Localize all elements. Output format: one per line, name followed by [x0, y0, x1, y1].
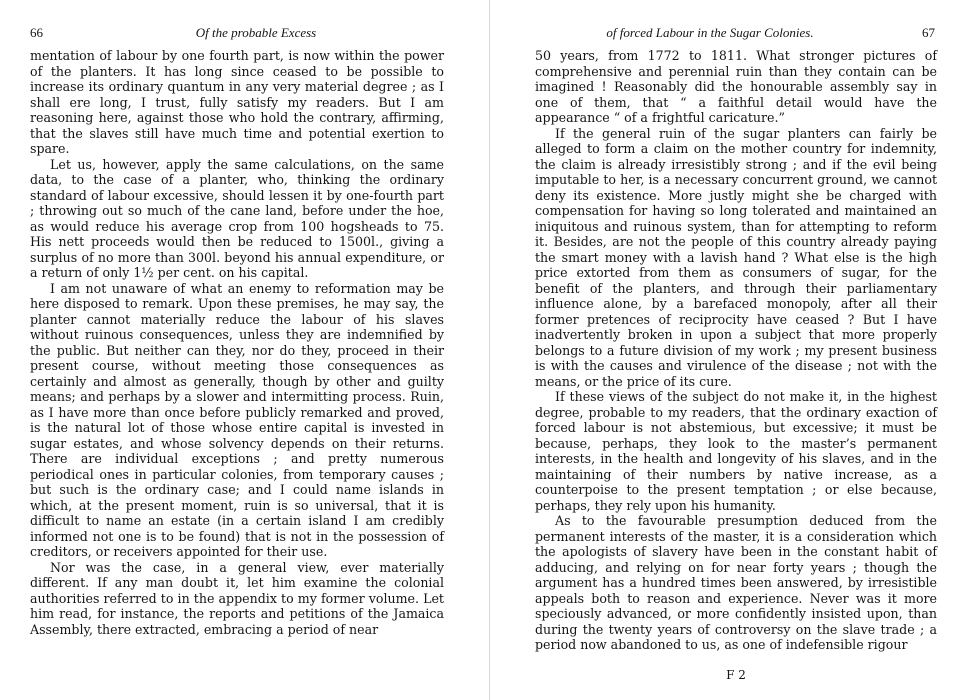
left-page-body	[30, 48, 444, 637]
left-page-number: 66	[30, 25, 43, 40]
paragraph: 50 years, from 1772 to 1811. What stronger pictures of comprehensive and perennial ruin than they contain can be imagined ! Reasonably did the honourable assembly say in one of them, that “ a faithful detail would have the appearance “ of a frightful caricature.”	[535, 48, 937, 125]
paragraph: As to the favourable presumption deduced from the permanent interests of the master, it is a consideration which the apologists of slavery have been in the constant habit of adducing, and relying on for near forty years ; though the argument has a hundred times been answered, by irresistible appeals both to reason and experience. Never was it more speciously advanced, or more confidently insisted upon, than during the twenty years of controversy on the slave trade ; a period now abandoned to us, as one of indefensible rigour	[535, 513, 937, 652]
paragraph: Nor was the case, in a general view, ever materially different. If any man doubt it, let him examine the colonial authorities referred to in the appendix to my former volume. Let him read, for instance, the reports and petitions of the Jamaica Assembly, there extracted, embracing a period of near	[30, 559, 444, 637]
right-page-body	[535, 48, 937, 653]
paragraph: I am not unaware of what an enemy to reformation may be here disposed to remark. Upon these premises, he may say, the planter cannot materially reduce the labour of his slaves without ruinous consequences, unless they are indemnified by the public. But neither can they, nor do they, proceed in their present course, without meeting those consequences as certainly and almost as generally, though by other and guilty means; and perhaps by a slower and intermitting process. Ruin, as I have more than once before publicly remarked and proved, is the natural lot of those whose entire capital is invested in sugar estates, and whose solvency depends on their returns. There are individual exceptions ; and pretty numerous periodical ones in particular colonies, from temporary causes ; but such is the ordinary case; and I could name islands in which, at the present moment, ruin is so universal, that it is difficult to name an estate (in a certain island I am credibly informed not one is to be found) that is not in the possession of creditors, or receivers appointed for their use.	[30, 280, 444, 559]
paragraph: Let us, however, apply the same calculations, on the same data, to the case of a planter, who, thinking the ordinary standard of labour excessive, should lessen it by one-fourth part ; throwing out so much of the cane land, before under the hoe, as would reduce his average crop from 100 hogsheads to 75. His nett proceeds would then be reduced to 1500l., giving a surplus of no more than 300l. beyond his annual expenditure, or a return of only 1½ per cent. on his capital.	[30, 156, 444, 280]
right-page	[490, 0, 980, 700]
right-running-title: of forced Labour in the Sugar Colonies.	[606, 25, 814, 40]
signature-mark: F 2	[726, 668, 746, 682]
paragraph: mentation of labour by one fourth part, is now within the power of the planters. It has long since ceased to be possible to increase its ordinary quantum in any very material degree ; as I shall ere long, I trust, fully satisfy my readers. But I am reasoning here, against those who hold the contrary, affirming, that the slaves still have much time and potential exertion to spare.	[30, 48, 444, 156]
right-page-header	[535, 25, 935, 43]
left-page-header	[30, 25, 442, 43]
paragraph: If these views of the subject do not make it, in the highest degree, probable to my readers, that the ordinary exaction of forced labour is not abstemious, but excessive; it must be because, perhaps, they look to the master’s permanent interests, in the health and longevity of his slaves, and in the maintaining of their numbers by native increase, as a counterpoise to the present temptation ; or else because, perhaps, they rely upon his humanity.	[535, 389, 937, 513]
right-page-number: 67	[922, 25, 935, 40]
left-running-title: Of the probable Excess	[195, 25, 317, 40]
paragraph: If the general ruin of the sugar planters can fairly be alleged to form a claim on the mother country for indemnity, the claim is already irresistibly strong ; and if the evil being imputable to her, is a necessary concurrent ground, we cannot deny its existence. More justly might she be charged with compensation for having so long tolerated and maintained an iniquitous and ruinous system, than for attempting to reform it. Besides, are not the people of this country already paying the smart money with a lavish hand ? What else is the high price extorted from them as consumers of sugar, for the benefit of the planters, and through their parliamentary influence alone, by a barefaced monopoly, after all their former pretences of reciprocity have ceased ? But I have inadvertently broken in upon a subject that more properly belongs to a future division of my work ; my present business is with the causes and virulence of the disease ; not with the means, or the price of its cure.	[535, 125, 937, 389]
